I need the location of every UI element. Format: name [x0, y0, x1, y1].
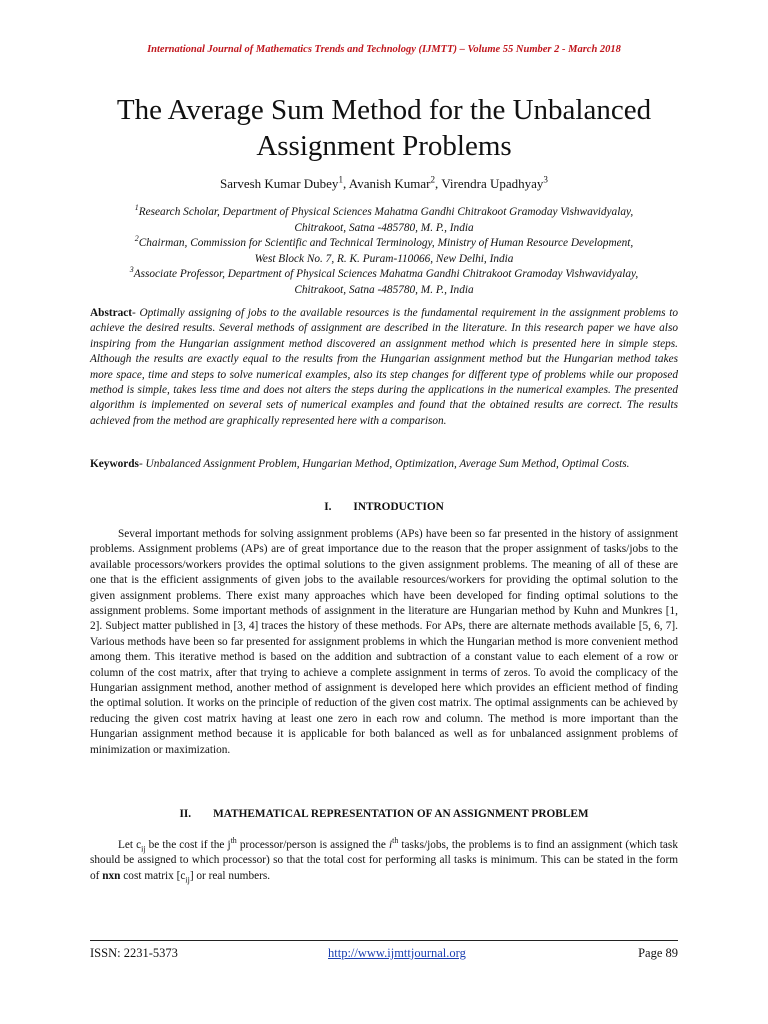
superscript: th [230, 836, 237, 846]
affiliation [80, 205, 688, 221]
keywords-label: Keywords [90, 458, 139, 470]
abstract [90, 306, 678, 429]
affiliation-sup: 3 [129, 265, 134, 275]
author-name: Virendra Upadhyay [441, 176, 544, 191]
section-heading-introduction [0, 501, 768, 513]
superscript: th [392, 836, 399, 846]
page-number: Page 89 [638, 946, 678, 960]
affiliation-sup: 2 [134, 234, 139, 244]
author-sep: , [435, 176, 442, 191]
affiliation-list [80, 205, 688, 299]
author-list [60, 176, 708, 192]
section-number: I. [324, 501, 332, 513]
representation-paragraph [90, 838, 678, 884]
italic-variable: i [388, 839, 393, 851]
bold-term: nxn [102, 869, 121, 882]
affiliation-line: Chairman, Commission for Scientific and Technical Terminology, Ministry of Human Resource Development, [138, 237, 634, 250]
affiliation-line: Chitrakoot, Satna -485780, M. P., India [294, 283, 474, 296]
page-footer [90, 946, 678, 964]
text-run: tasks/jobs, the problems is to find an assignment (which task should be assigned to which processor) so that the total cost for performing all tasks is minimum. This can be stated in the form of [90, 839, 678, 882]
paper-title [60, 92, 708, 164]
text-run: Let c [118, 839, 142, 851]
section-heading-representation [0, 808, 768, 820]
text-run: be the cost if the j [145, 839, 231, 851]
journal-header: International Journal of Mathematics Trends and Technology (IJMTT) – Volume 55 Number 2 - March 2018 [147, 44, 621, 55]
text-run: processor/person is assigned the [236, 839, 389, 851]
affiliation-line: Chitrakoot, Satna -485780, M. P., India [294, 221, 474, 234]
introduction-paragraph: Several important methods for solving assignment problems (APs) have been so far presented in the history of assignment problems. Assignment problems (APs) are of great importance due to the reason that the proper assignment of tasks/jobs to the available processors/workers provides the optimal solutions to the given assignment problems. The meaning of all of these are one that is the efficient assignments of given jobs to the available resources/workers for providing the optimal solution to the given assignment problems. There exist many approaches which have been developed for finding optimal solutions to the assignment problems. Some important methods of assignment in the literature are Hungarian method by Kuhn and Munkres [1, 2]. Subject matter published in [3, 4] traces the history of these methods. For APs, there are alternate methods available [5, 6, 7]. Various methods have been so far presented for assignment problems in which the Hungarian method is more convenient method among them. This iterative method is based on the addition and subtraction of a constant value to each element of a row or column of the cost matrix, after that trying to achieve a complete assignment in terms of zeros. To avoid the complicacy of the Hungarian assignment method, another method of assignment is developed here which provides an efficient method of finding the optimal solution. It works on the principle of reduction of the given cost matrix. The optimal assignments can be achieved by reducing the given cost matrix having at least one zero in each row and column. The method is more important than the Hungarian assignment method because it is applicable for both balanced as well as for unbalanced assignment problems of minimization or maximization. [90, 528, 678, 756]
affiliation-line: Associate Professor, Department of Physical Sciences Mahatma Gandhi Chitrakoot Gramoday Vishwavidyalay, [133, 268, 639, 281]
author-sup: 2 [430, 174, 436, 185]
affiliation [80, 236, 688, 252]
title-line-2: Assignment Problems [256, 130, 512, 162]
affiliation [80, 267, 688, 283]
author-sup: 1 [338, 174, 343, 185]
keywords-text: - Unbalanced Assignment Problem, Hungarian Method, Optimization, Average Sum Method, Optimal Costs. [138, 458, 630, 470]
section-title: INTRODUCTION [353, 501, 444, 513]
section-number: II. [179, 808, 192, 820]
author-name: Sarvesh Kumar Dubey [220, 176, 339, 191]
author-sup: 3 [543, 174, 548, 185]
issn-label: ISSN: 2231-5373 [90, 946, 178, 960]
section-title: MATHEMATICAL REPRESENTATION OF AN ASSIGNMENT PROBLEM [213, 808, 589, 820]
affiliation-line: Research Scholar, Department of Physical Sciences Mahatma Gandhi Chitrakoot Gramoday Vishwavidyalay, [138, 206, 634, 218]
footer-divider [90, 940, 678, 941]
author-name: Avanish Kumar [348, 176, 431, 191]
keywords [90, 457, 678, 472]
text-run: ] or real numbers. [189, 869, 271, 882]
journal-link[interactable]: http://www.ijmttjournal.org [328, 946, 466, 960]
author-sep: , [342, 176, 349, 191]
title-line-1: The Average Sum Method for the Unbalanced [116, 94, 652, 126]
affiliation-line: West Block No. 7, R. K. Puram-110066, New Delhi, India [254, 252, 514, 265]
abstract-text: - Optimally assigning of jobs to the available resources is the fundamental requirement in the assignment problems to achieve the desired results. Several methods of assignment are described in the literature. In this research paper we have also inspiring from the Hungarian assignment method discovered an assignment method which is presented here in simple steps. Although the results are exactly equal to the results from the Hungarian assignment method but the Hungarian method takes more space, time and steps to solve numerical examples, also its step changes for different type of problems while our proposed method is simple, takes less time and does not alters the steps during the applications in the numerical examples. The presented algorithm is implemented on several sets of numerical examples and found that the obtained results are correct. The results achieved from the method are graphically represented here with a comparison. [90, 307, 678, 427]
subscript: ij [141, 844, 146, 854]
abstract-label: Abstract [90, 307, 133, 319]
text-run: cost matrix [c [120, 869, 186, 882]
affiliation-sup: 1 [134, 203, 139, 213]
subscript: ij [185, 875, 190, 885]
